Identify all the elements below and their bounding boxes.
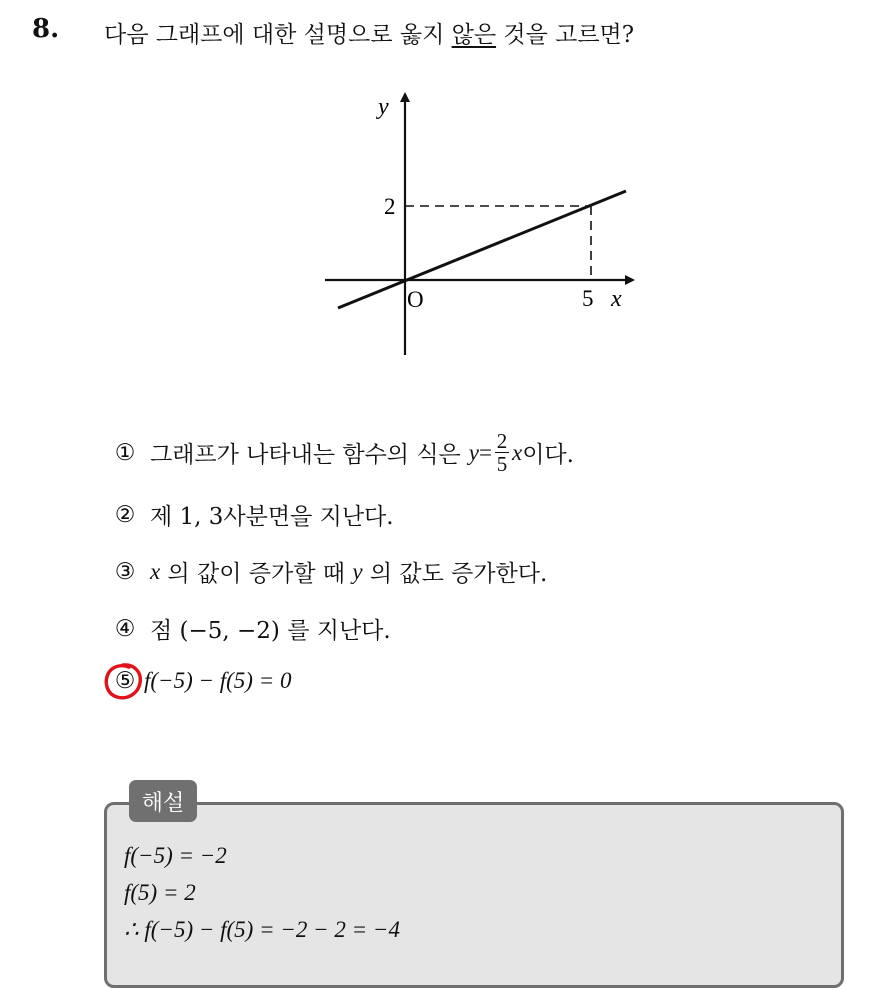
question-text-before: 다음 그래프에 대한 설명으로 옳지 [104, 22, 452, 48]
choice-1-var-y: y [468, 439, 479, 465]
solution-line-3: ∴ f(−5) − f(5) = −2 − 2 = −4 [124, 917, 400, 942]
choice-5-text: f(−5) − f(5) = 0 [144, 668, 292, 693]
answer-mark-icon [101, 660, 145, 704]
choice-1-text: 그래프가 나타내는 함수의 식은 [150, 442, 461, 469]
question-text-underlined: 않은 [451, 22, 497, 48]
question-text-after: 것을 고르면? [496, 22, 635, 48]
origin-label: O [407, 287, 424, 312]
choice-2-number: ② [114, 501, 136, 528]
solution-label: 해설 [129, 780, 197, 822]
choice-4-number: ④ [114, 615, 136, 642]
choice-5-number: ⑤ [114, 668, 136, 694]
fraction-numerator: 2 [496, 429, 508, 453]
y-mark-label: 2 [384, 194, 396, 219]
choice-4[interactable] [110, 612, 391, 645]
solution-box [104, 802, 844, 988]
choice-1-tail: 이다. [522, 442, 574, 469]
choice-3-number: ③ [114, 558, 136, 585]
x-axis-label: x [611, 286, 622, 312]
solution-line-1: f(−5) = −2 [124, 843, 227, 868]
choice-3-var-y: y [352, 558, 363, 584]
choice-1-number: ① [114, 439, 136, 466]
question-text [104, 16, 634, 49]
fraction-denominator: 5 [496, 452, 508, 477]
y-axis-label: y [378, 94, 389, 120]
choice-3-var-x: x [150, 558, 161, 584]
choice-4-text: 점 (−5, −2) 를 지난다. [150, 618, 391, 644]
choice-1-fraction [495, 430, 509, 475]
solution-line-2: f(5) = 2 [124, 880, 196, 905]
choice-3-text-end: 의 값도 증가한다. [362, 561, 548, 587]
choice-3-text-mid: 의 값이 증가할 때 [160, 561, 353, 587]
choice-1-var-x: x [511, 439, 523, 465]
choice-1-equals: = [479, 439, 492, 465]
x-mark-label: 5 [582, 286, 594, 311]
choice-2-text: 제 1, 3사분면을 지난다. [150, 504, 394, 530]
question-number: 8. [32, 14, 60, 44]
choice-2[interactable] [110, 498, 394, 531]
choice-3[interactable] [110, 555, 547, 588]
linear-function-graph [300, 80, 660, 370]
choice-1[interactable] [110, 430, 574, 475]
